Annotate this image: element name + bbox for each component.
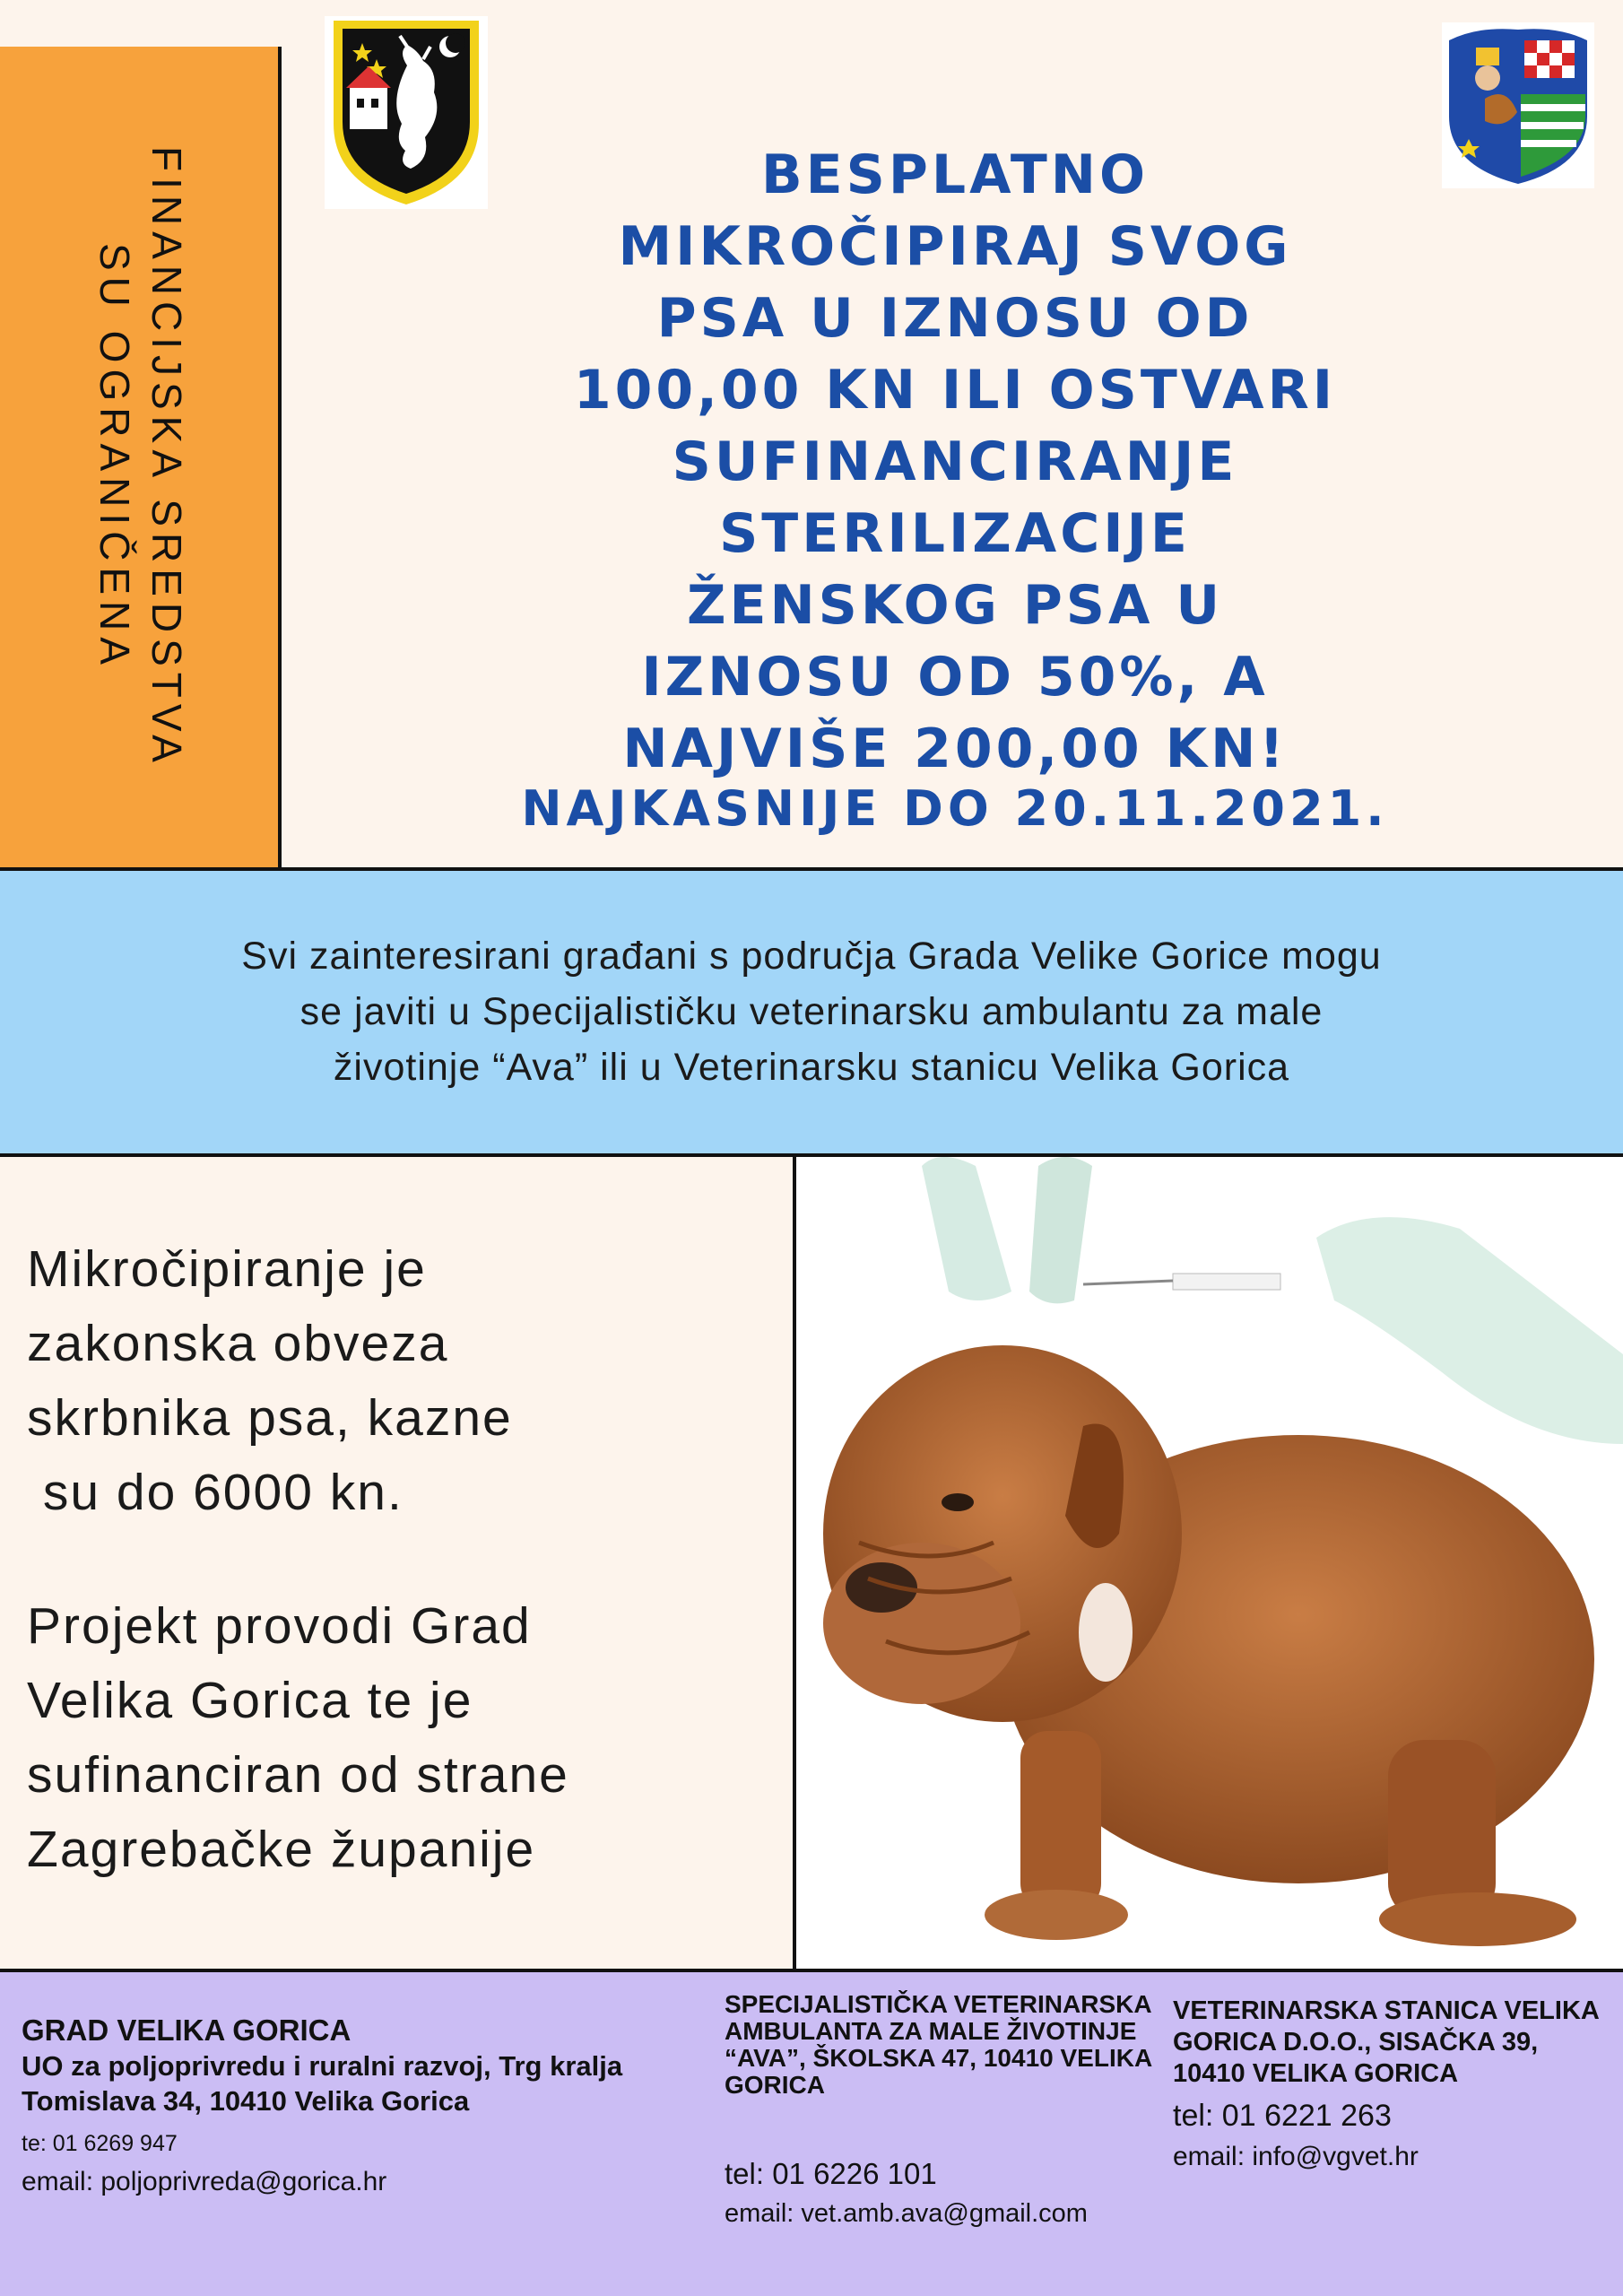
info-line: se javiti u Specijalističku veterinarsku ambulantu za male xyxy=(299,990,1324,1033)
divider xyxy=(793,1157,796,1969)
footer-col2-tel: tel: 01 6226 101 xyxy=(725,2157,937,2190)
puppy-microchip-photo xyxy=(796,1157,1623,1969)
footer-col1-email[interactable]: email: poljoprivreda@gorica.hr xyxy=(22,2167,387,2196)
headline-line: MIKROČIPIRAJ SVOG xyxy=(618,215,1292,278)
paragraph-line: zakonska obveza xyxy=(27,1315,449,1372)
footer-col1-address: UO za poljoprivredu i ruralni razvoj, Trg kralja Tomislava 34, 10410 Velika Gorica xyxy=(22,2050,623,2117)
paragraph-line: Zagrebačke županije xyxy=(27,1821,536,1878)
headline xyxy=(296,139,1614,785)
footer-col2-title: SPECIJALISTIČKA VETERINARSKA AMBULANTA ZA MALE ŽIVOTINJE “AVA”, ŠKOLSKA 47, 10410 VELIKA GORICA xyxy=(725,1990,1152,2099)
paragraph-line: skrbnika psa, kazne xyxy=(27,1389,513,1447)
headline-line: ŽENSKOG PSA U xyxy=(686,574,1224,637)
paragraph-line: Mikročipiranje je xyxy=(27,1240,427,1298)
paragraph-line: sufinanciran od strane xyxy=(27,1746,569,1804)
headline-line: NAJVIŠE 200,00 KN! xyxy=(622,718,1288,780)
headline-line: SUFINANCIRANJE xyxy=(672,430,1238,493)
info-line: Svi zainteresirani građani s područja Grada Velike Gorice mogu xyxy=(241,935,1382,978)
headline-line: BESPLATNO xyxy=(760,144,1150,206)
info-line: životinje “Ava” ili u Veterinarsku stanicu Velika Gorica xyxy=(333,1046,1290,1089)
paragraph-obligation xyxy=(27,1232,780,1530)
paragraph-project xyxy=(27,1589,780,1887)
footer-col3-tel: tel: 01 6221 263 xyxy=(1173,2099,1392,2133)
paragraph-line: su do 6000 kn. xyxy=(27,1464,404,1521)
headline-line: IZNOSU OD 50%, A xyxy=(641,646,1269,709)
footer-col2-email[interactable]: email: vet.amb.ava@gmail.com xyxy=(725,2199,1088,2228)
footer-col1-title: GRAD VELIKA GORICA xyxy=(22,2013,352,2047)
headline-line: PSA U IZNOSU OD xyxy=(656,287,1254,350)
deadline: NAJKASNIJE DO 20.11.2021. xyxy=(521,780,1389,837)
paragraph-line: Projekt provodi Grad xyxy=(27,1597,532,1655)
footer-col3-email[interactable]: email: info@vgvet.hr xyxy=(1173,2142,1419,2171)
headline-line: 100,00 KN ILI OSTVARI xyxy=(573,359,1337,422)
footer-col1-tel: te: 01 6269 947 xyxy=(22,2131,178,2156)
info-band-text xyxy=(18,928,1605,1095)
side-banner-text: FINANCIJSKA SREDSTVA SU OGRANIČENA xyxy=(91,145,190,769)
paragraph-line: Velika Gorica te je xyxy=(27,1672,473,1729)
footer-col3-title: VETERINARSKA STANICA VELIKA GORICA D.O.O., SISAČKA 39, 10410 VELIKA GORICA xyxy=(1173,1996,1599,2088)
headline-line: STERILIZACIJE xyxy=(719,502,1191,565)
